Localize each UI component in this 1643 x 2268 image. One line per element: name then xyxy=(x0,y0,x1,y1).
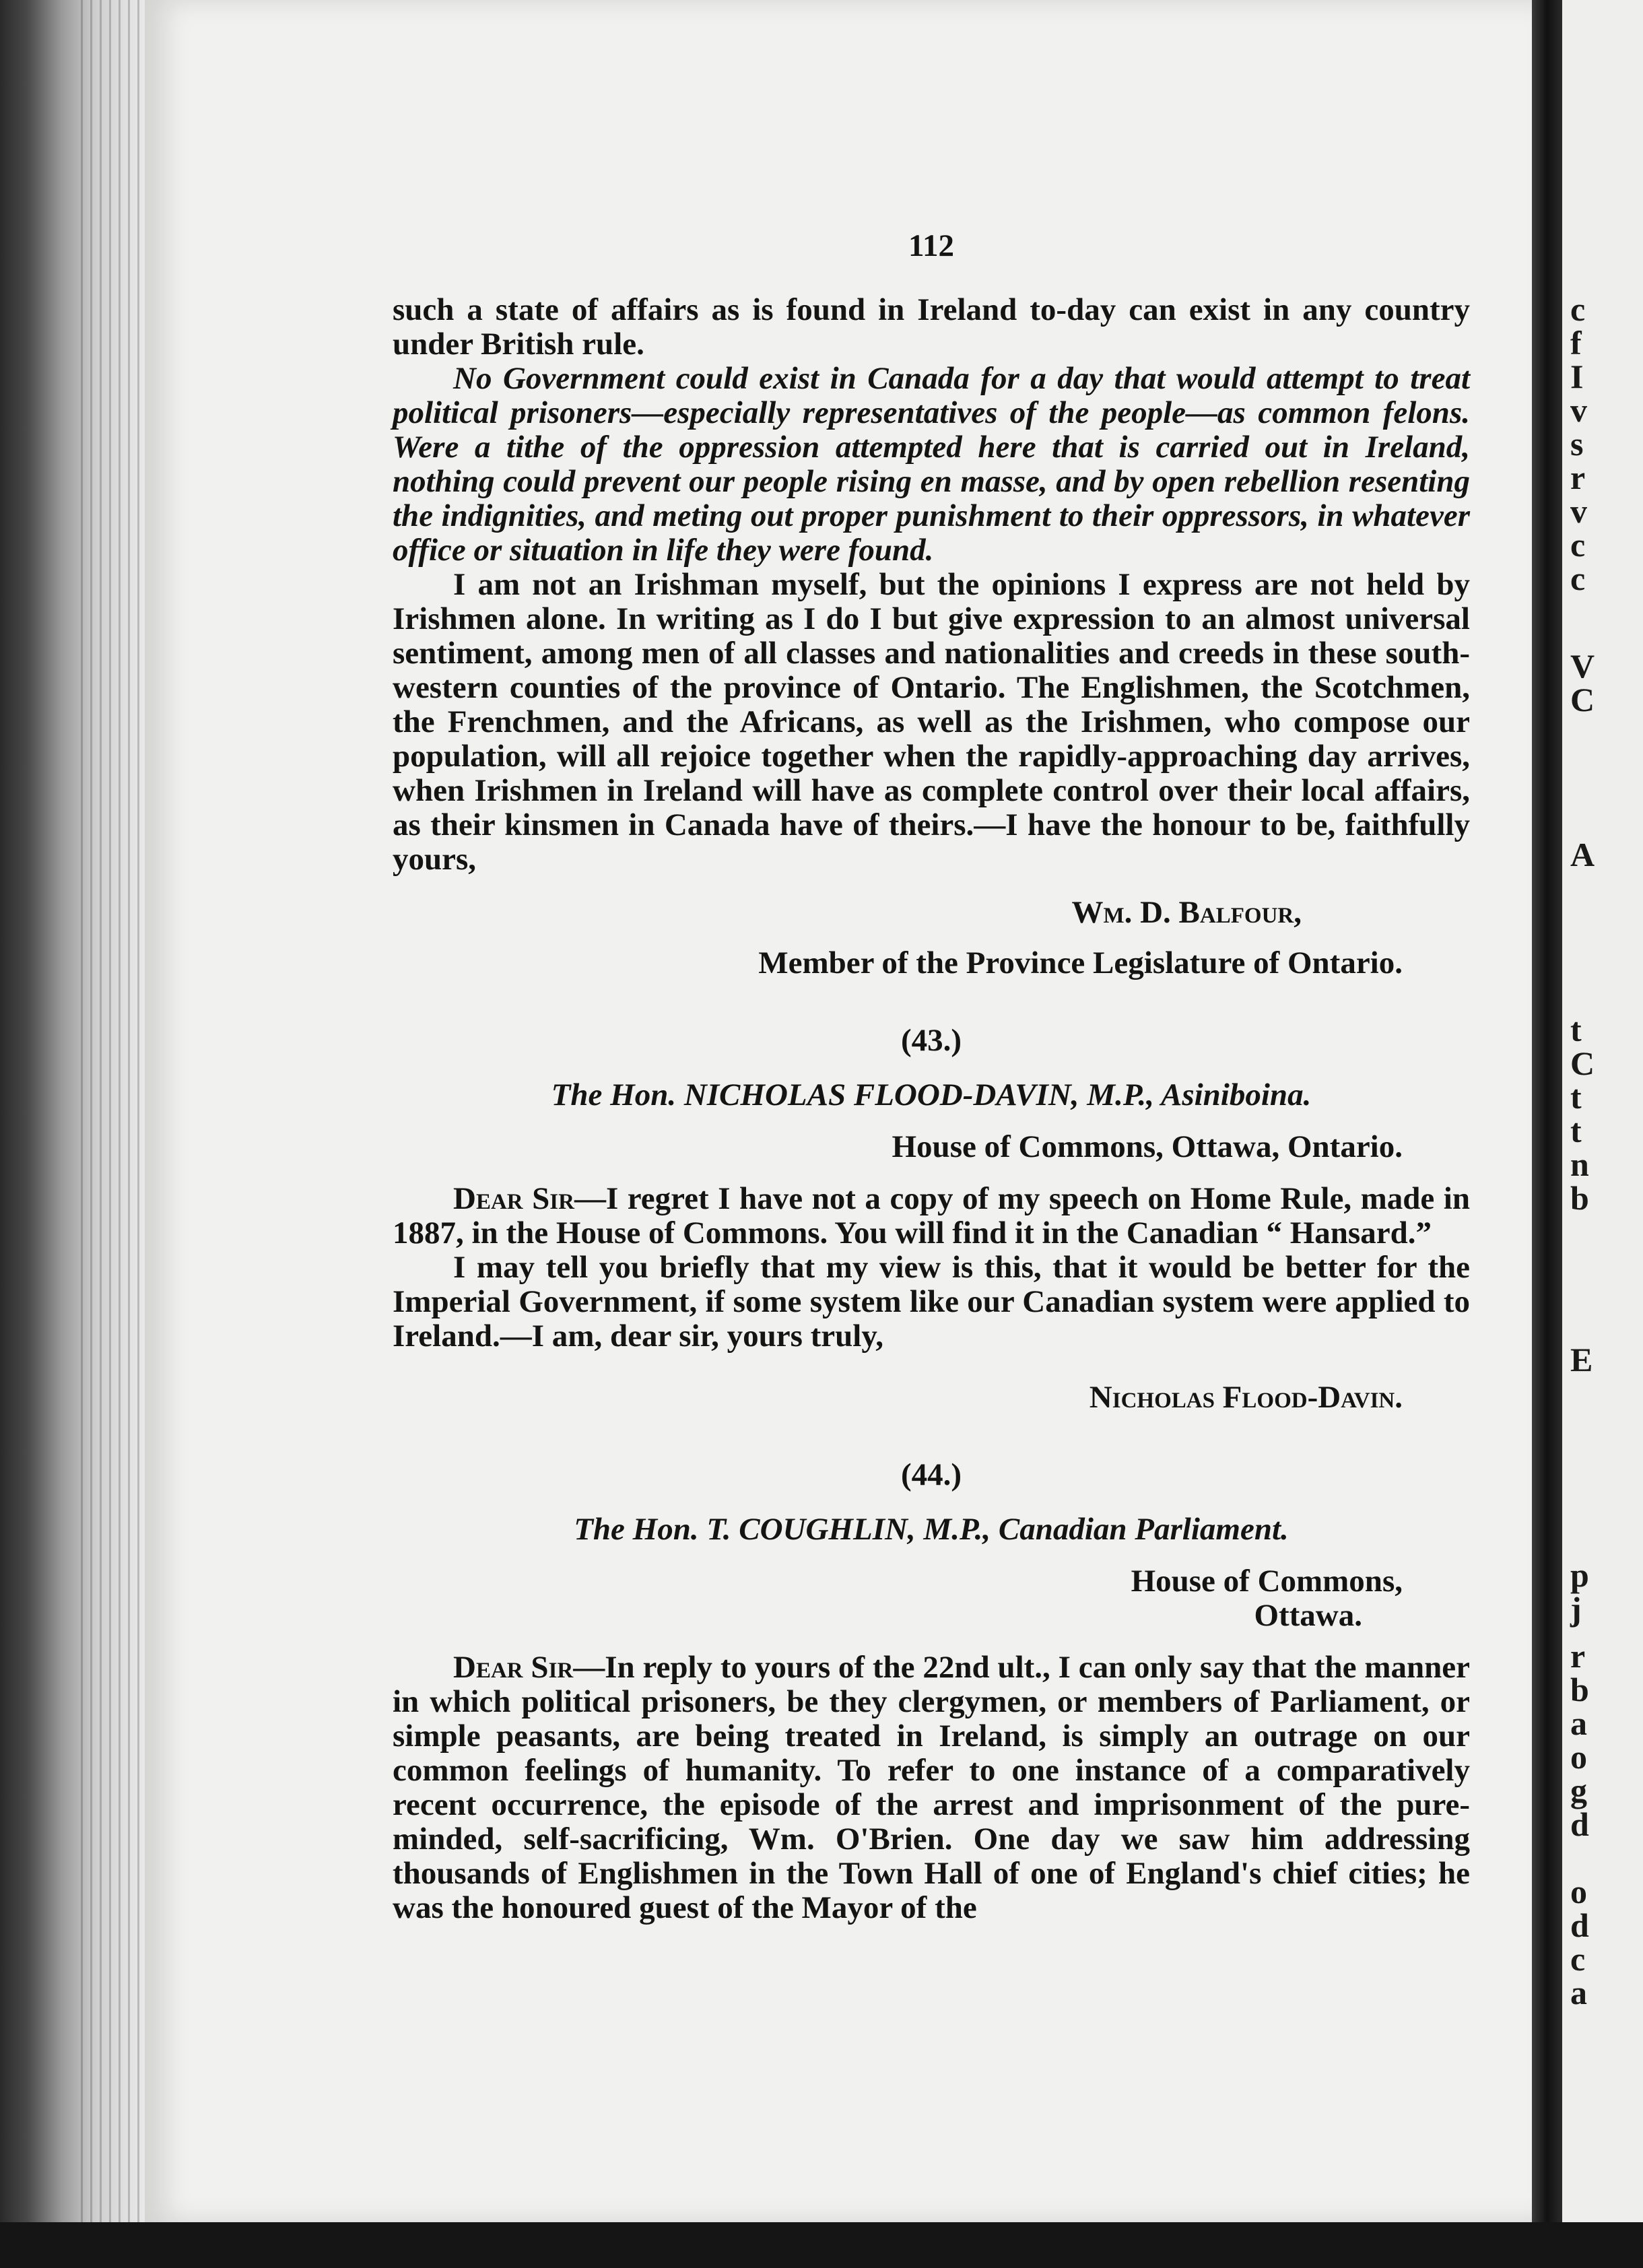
edge-letter: r xyxy=(1570,1637,1586,1675)
letter-paragraph xyxy=(393,1650,1470,1925)
adjacent-page-edge xyxy=(1562,0,1643,2268)
signature-name: Wm. D. Balfour, xyxy=(1071,895,1302,930)
edge-letter: C xyxy=(1570,1044,1595,1082)
edge-letter: I xyxy=(1570,358,1584,395)
edge-letter: b xyxy=(1570,1179,1589,1217)
edge-letter: A xyxy=(1570,836,1595,873)
edge-letter: v xyxy=(1570,492,1587,530)
edge-letter: d xyxy=(1570,1906,1589,1944)
book-gutter xyxy=(1532,0,1562,2268)
edge-letter: c xyxy=(1570,560,1586,597)
salutation: Dear Sir xyxy=(453,1650,574,1685)
salutation: Dear Sir xyxy=(453,1181,574,1216)
edge-letter: a xyxy=(1570,1704,1587,1742)
italic-paragraph: No Government could exist in Canada for a day that would attempt to treat political prisoners—especially representatives of the people—as common felons. Were a tithe of the oppression attempted here that is carried out in Ireland, nothing could prevent our people rising en masse, and by open rebellion resenting the indignities, and meting out proper punishment to their oppressors, in whatever office or situation in life they were found. xyxy=(393,361,1470,568)
scan-bottom-edge xyxy=(0,2222,1643,2268)
edge-letter: p xyxy=(1570,1556,1589,1594)
letter-heading: The Hon. NICHOLAS FLOOD-DAVIN, M.P., Asiniboina. xyxy=(551,1077,1312,1112)
letter-paragraph xyxy=(393,1182,1470,1250)
edge-letter: C xyxy=(1570,681,1595,719)
paragraph: such a state of affairs as is found in Ireland to-day can exist in any country under British rule. xyxy=(393,292,1470,362)
page-stack-edges xyxy=(81,0,148,2268)
edge-letter: d xyxy=(1570,1805,1589,1843)
letter-text: —I regret I have not a copy of my speech on Home Rule, made in 1887, in the House of Commons. You will find it in the Canadian “ Hansard.” xyxy=(393,1181,1470,1250)
letter-address-line: House of Commons, xyxy=(1131,1564,1403,1599)
edge-letter: f xyxy=(1570,324,1582,362)
edge-letter: c xyxy=(1570,290,1586,328)
signature-name: Nicholas Flood-Davin. xyxy=(1089,1380,1403,1415)
letter-paragraph: I may tell you briefly that my view is this, that it would be better for the Imperial Government, if some system like our Canadian system were applied to Ireland.—I am, dear sir, yours truly, xyxy=(393,1250,1470,1354)
edge-letter: t xyxy=(1570,1078,1582,1116)
letter-address: House of Commons, Ottawa, Ontario. xyxy=(892,1129,1403,1164)
edge-letter: c xyxy=(1570,526,1586,564)
letter-address-line: Ottawa. xyxy=(1254,1598,1362,1633)
edge-letter: t xyxy=(1570,1011,1582,1048)
edge-letter: t xyxy=(1570,1112,1582,1149)
edge-letter: j xyxy=(1570,1590,1582,1628)
letter-number: (43.) xyxy=(900,1023,962,1058)
edge-letter: E xyxy=(1570,1341,1593,1378)
letter-number: (44.) xyxy=(900,1457,962,1492)
signature-title: Member of the Province Legislature of Ontario. xyxy=(758,945,1403,980)
edge-letter: n xyxy=(1570,1145,1589,1183)
edge-letter: r xyxy=(1570,459,1586,496)
edge-letter: g xyxy=(1570,1772,1587,1809)
page-number: 112 xyxy=(908,228,954,263)
edge-letter: a xyxy=(1570,1974,1587,2011)
paragraph: I am not an Irishman myself, but the opinions I express are not held by Irishmen alone. In writing as I do I but give expression to an almost universal sentiment, among men of all classes and nationalities and creeds in these south-western counties of the province of Ontario. The Englishmen, the Scotchmen, the Frenchmen, and the Africans, as well as the Irishmen, who compose our population, will all rejoice together when the rapidly-approaching day arrives, when Irishmen in Ireland will have as complete control over their local affairs, as their kinsmen in Canada have of theirs.—I have the honour to be, faithfully yours, xyxy=(393,567,1470,877)
edge-letter: s xyxy=(1570,425,1584,463)
page-text-block xyxy=(393,229,1470,1925)
edge-letter: V xyxy=(1570,647,1595,685)
edge-letter: b xyxy=(1570,1671,1589,1708)
edge-letter: o xyxy=(1570,1873,1587,1910)
edge-letter: o xyxy=(1570,1738,1587,1776)
letter-text: —In reply to yours of the 22nd ult., I can only say that the manner in which political prisoners, be they clergymen, or members of Parliament, or simple peasants, are being treated in Ireland, is simply an outrage on our common feelings of humanity. To refer to one instance of a comparatively recent occurrence, the episode of the arrest and imprisonment of the pure-minded, self-sacrificing, Wm. O'Brien. One day we saw him addressing thousands of Englishmen in the Town Hall of one of England's chief cities; he was the honoured guest of the Mayor of the xyxy=(393,1650,1470,1925)
edge-letter: c xyxy=(1570,1940,1586,1978)
letter-heading: The Hon. T. COUGHLIN, M.P., Canadian Parliament. xyxy=(574,1512,1289,1547)
edge-letter: v xyxy=(1570,391,1587,429)
